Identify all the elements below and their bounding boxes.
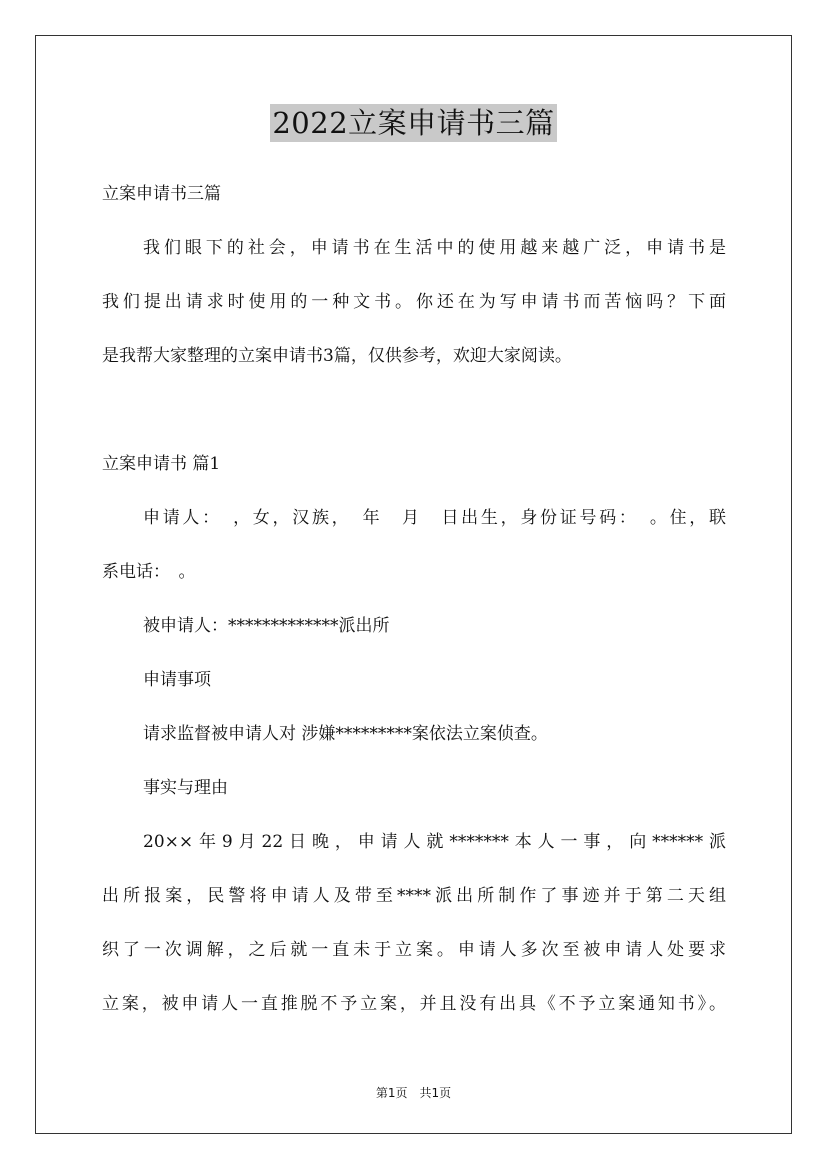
intro-line-2: 我们提出请求时使用的一种文书。你还在为写申请书而苦恼吗？下面 <box>102 292 726 312</box>
page-footer: 第1页 共1页 <box>375 1086 452 1100</box>
facts-line-1: 20××年9月22日晚，申请人就*******本人一事，向******派 <box>143 832 726 852</box>
facts-heading: 事实与理由 <box>143 778 228 798</box>
intro-line-3: 是我帮大家整理的立案申请书3篇，仅供参考，欢迎大家阅读。 <box>102 346 572 366</box>
intro-line-1: 我们眼下的社会，申请书在生活中的使用越来越广泛，申请书是 <box>143 238 726 258</box>
request-heading: 申请事项 <box>143 670 211 690</box>
applicant-line-2: 系电话： 。 <box>102 562 196 582</box>
facts-line-3: 织了一次调解，之后就一直未于立案。申请人多次至被申请人处要求 <box>102 940 726 960</box>
request-text: 请求监督被申请人对 涉嫌*********案依法立案侦查。 <box>143 724 548 744</box>
facts-line-4: 立案，被申请人一直推脱不予立案，并且没有出具《不予立案通知书》。 <box>102 994 726 1014</box>
respondent-line: 被申请人：*************派出所 <box>143 616 390 636</box>
section-heading: 立案申请书 篇1 <box>102 454 221 474</box>
facts-line-2: 出所报案，民警将申请人及带至****派出所制作了事迹并于第二天组 <box>102 886 726 906</box>
applicant-line-1: 申请人： ，女，汉族， 年 月 日出生，身份证号码： 。住，联 <box>143 508 726 528</box>
document-title <box>0 104 827 142</box>
subtitle: 立案申请书三篇 <box>102 184 221 204</box>
document-title-text: 2022立案申请书三篇 <box>272 106 555 140</box>
